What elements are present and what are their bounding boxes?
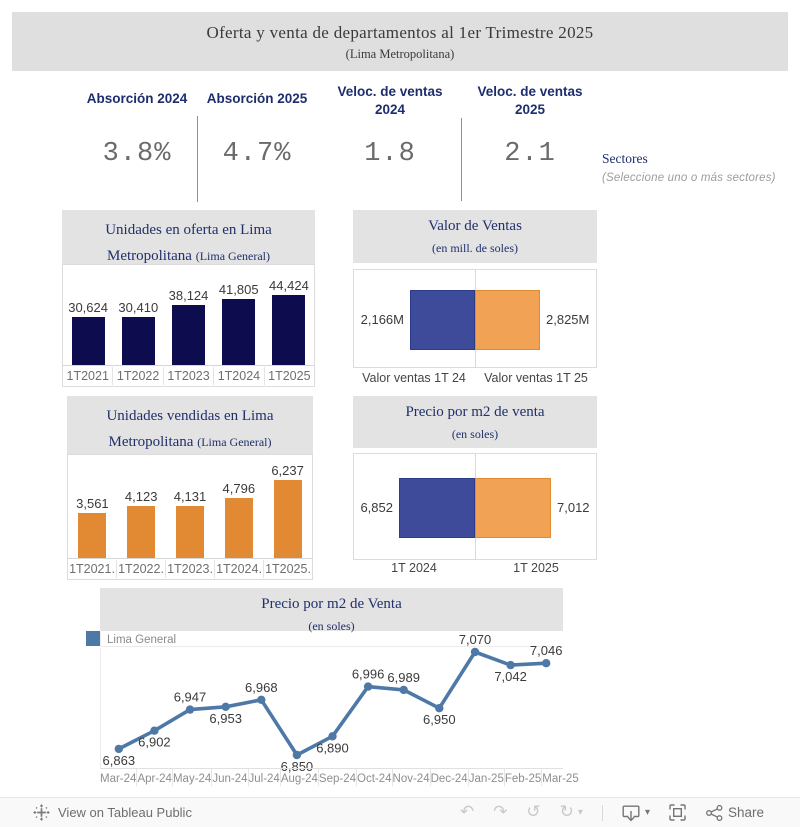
point-value-label: 6,850: [280, 759, 314, 774]
x-axis-label: Dec-24: [430, 769, 468, 786]
bar-chart-unidades-oferta: [62, 264, 315, 387]
bar-value-label: 7,012: [557, 500, 590, 515]
bar-column: [214, 282, 264, 365]
data-point[interactable]: [150, 727, 158, 735]
sectores-hint: (Seleccione uno o más sectores): [602, 172, 776, 184]
dashboard-title-line1: Oferta y venta de departamentos al 1er Trimestre 2025: [206, 23, 594, 42]
chart-subtitle: (en soles): [451, 427, 499, 441]
chart-header-precio-m2-mensual: [100, 588, 563, 631]
x-axis-label: 1T2022.: [116, 560, 165, 578]
point-value-label: 6,890: [316, 740, 349, 756]
bar-chart-precio-m2: [353, 453, 597, 560]
x-axis-label: Oct-24: [356, 769, 392, 786]
x-axis: [100, 768, 579, 786]
chart-header-unidades-oferta: [62, 210, 315, 264]
bar-column: [263, 463, 312, 558]
toolbar-divider: [602, 805, 603, 821]
redo-icon[interactable]: ↷: [493, 802, 508, 822]
bar-value-label: 4,131: [173, 489, 207, 504]
bar-column: [68, 496, 117, 558]
point-value-label: 6,953: [209, 710, 242, 726]
kpi-absorcion-2025: [198, 90, 316, 169]
data-point[interactable]: [257, 696, 265, 704]
x-axis-label: 1T 2024: [391, 561, 437, 575]
x-axis-label: 1T2024: [213, 367, 263, 385]
kpi-label: [324, 83, 456, 118]
x-axis-label: Jun-24: [211, 769, 247, 786]
chart-subtitle: (Lima General): [197, 434, 272, 449]
dashboard-title-line2: (Lima Metropolitana): [345, 47, 455, 61]
share-icon: [705, 805, 724, 821]
bar-value-label: 3,561: [76, 496, 109, 511]
bar-mark[interactable]: [475, 478, 551, 538]
chevron-down-icon: ▾: [577, 807, 583, 818]
x-axis-label: Sep-24: [318, 769, 356, 786]
bar-value-label: 4,123: [124, 489, 158, 504]
x-axis-label: 1T2021.: [69, 562, 115, 576]
point-value-label: 6,989: [387, 669, 420, 685]
bar-value-label: 30,624: [68, 300, 108, 315]
bar-value-label: 6,852: [360, 500, 393, 515]
kpi-value: 1.8: [364, 139, 416, 170]
kpi-label: Absorción 2025: [206, 91, 308, 106]
x-axis-label: Mar-25: [541, 769, 578, 786]
sectores-filter: [602, 151, 782, 184]
bar-value-label: 38,124: [168, 288, 209, 303]
x-axis-label: Aug-24: [280, 769, 318, 786]
bar-mark[interactable]: [172, 305, 205, 365]
chart-title: Unidades en oferta en Lima Metropolitana: [105, 222, 272, 264]
bar-chart-unidades-vendidas: [67, 454, 313, 580]
bar-mark[interactable]: [222, 299, 255, 365]
chart-header-valor-ventas: [353, 210, 597, 263]
bar-column: [163, 288, 213, 365]
tableau-logo-icon: [33, 804, 50, 821]
data-point[interactable]: [186, 705, 194, 713]
x-axis-label: 1T2023.: [165, 560, 214, 578]
data-point[interactable]: [364, 682, 372, 690]
x-axis-label: Mar-24: [100, 773, 137, 785]
kpi-label-line1: Veloc. de ventas: [477, 84, 583, 99]
x-axis-label: Jan-25: [468, 769, 504, 786]
data-point[interactable]: [471, 648, 479, 656]
bar-column: [113, 300, 163, 365]
bar-mark[interactable]: [475, 290, 540, 350]
chart-subtitle: (en soles): [308, 619, 355, 633]
data-point[interactable]: [400, 686, 408, 694]
x-axis-label: Apr-24: [136, 769, 172, 786]
point-value-label: 6,863: [102, 752, 136, 768]
bar-value-label: 44,424: [269, 278, 309, 293]
bar-mark[interactable]: [122, 317, 155, 365]
chart-title: Unidades vendidas en Lima Metropolitana: [106, 408, 274, 450]
bar-mark[interactable]: [176, 506, 204, 558]
chevron-down-icon: ▾: [644, 807, 650, 818]
x-axis-label: 1T2022: [112, 367, 162, 385]
bar-column: [264, 278, 314, 365]
kpi-divider: [197, 116, 198, 202]
bar-value-label: 2,166M: [360, 312, 404, 327]
x-axis-label: 1T2021: [66, 369, 109, 383]
kpi-label-line2: 2024: [374, 101, 406, 117]
bar-mark[interactable]: [225, 498, 253, 558]
kpi-velocidad-2024: [324, 83, 456, 169]
point-value-label: 7,042: [494, 669, 527, 685]
bar-column: [214, 481, 263, 558]
data-point[interactable]: [506, 661, 514, 669]
x-axis-label: 1T2025: [264, 367, 314, 385]
bar-chart-valor-ventas: [353, 269, 597, 368]
x-axis-label: Jul-24: [248, 769, 280, 786]
bar-mark[interactable]: [127, 506, 155, 558]
download-button[interactable]: [622, 804, 650, 822]
fullscreen-button[interactable]: [669, 804, 686, 821]
kpi-value: 4.7%: [222, 138, 292, 169]
point-value-label: 6,947: [173, 689, 207, 705]
x-axis-label: Feb-25: [504, 769, 541, 786]
kpi-value: 3.8%: [102, 138, 172, 169]
x-axis-label: 1T2025.: [263, 560, 312, 578]
chart-title: Precio por m2 de Venta: [261, 596, 402, 612]
legend-label: Lima General: [107, 634, 177, 646]
bar-column: [63, 300, 113, 365]
chart-subtitle: (Lima General): [195, 248, 271, 263]
legend-swatch[interactable]: [86, 631, 100, 646]
replay-icon[interactable]: ↺: [526, 802, 541, 822]
chart-header-unidades-vendidas: [67, 396, 313, 454]
kpi-velocidad-2025: [464, 83, 596, 169]
kpi-value: 2.1: [504, 139, 556, 170]
bar-value-label: 6,237: [271, 463, 304, 478]
plot-area: [68, 455, 312, 559]
point-value-label: 6,996: [351, 666, 385, 682]
bar-mark[interactable]: [78, 513, 106, 558]
bar-value-label: 2,825M: [546, 312, 590, 327]
refresh-icon: ↻: [559, 802, 574, 822]
view-on-tableau-public-label: View on Tableau Public: [58, 805, 192, 820]
x-axis-label: 1T2024.: [214, 560, 263, 578]
download-icon: [622, 804, 641, 822]
point-value-label: 7,046: [529, 643, 563, 659]
x-axis-label: 1T2023: [163, 367, 213, 385]
kpi-label: Absorción 2024: [86, 91, 188, 106]
bar-mark[interactable]: [410, 290, 475, 350]
x-axis: [353, 561, 597, 577]
data-point[interactable]: [293, 751, 301, 759]
fullscreen-icon: [669, 804, 686, 821]
point-value-label: 6,950: [423, 712, 456, 728]
data-point[interactable]: [435, 704, 443, 712]
point-value-label: 7,070: [458, 632, 492, 647]
point-value-label: 6,968: [245, 679, 278, 695]
bar-value-label: 41,805: [218, 282, 259, 297]
point-value-label: 6,902: [138, 734, 171, 750]
kpi-label: [464, 83, 596, 118]
bar-value-label: 4,796: [222, 481, 256, 496]
kpi-absorcion-2024: [78, 90, 196, 169]
kpi-divider: [461, 118, 462, 201]
x-axis: [353, 371, 597, 387]
chart-title: Valor de Ventas: [428, 218, 522, 234]
chart-title: Precio por m2 de venta: [405, 404, 545, 420]
plot-area: [63, 265, 314, 366]
bar-mark[interactable]: [72, 317, 105, 365]
x-axis-label: 1T 2025: [513, 561, 559, 575]
share-button[interactable]: [705, 805, 764, 821]
data-point[interactable]: [222, 703, 230, 711]
x-axis-label: Nov-24: [392, 769, 430, 786]
kpi-label-line1: Veloc. de ventas: [337, 84, 443, 99]
x-axis: [63, 366, 314, 386]
x-axis-label: May-24: [172, 769, 211, 786]
toolbar-actions: [460, 804, 764, 822]
refresh-button[interactable]: [560, 804, 583, 821]
data-point[interactable]: [328, 732, 336, 740]
view-on-tableau-public-link[interactable]: [33, 804, 192, 821]
tableau-toolbar: [0, 797, 800, 827]
chart-header-precio-m2: [353, 396, 597, 448]
x-axis-label: Valor ventas 1T 25: [484, 371, 588, 385]
chart-subtitle: (en mill. de soles): [432, 241, 518, 255]
bar-column: [117, 489, 166, 558]
data-point[interactable]: [542, 659, 550, 667]
share-label: Share: [727, 805, 764, 820]
x-axis: [68, 559, 312, 579]
bar-value-label: 30,410: [118, 300, 159, 315]
bar-column: [166, 489, 215, 558]
bar-mark[interactable]: [274, 480, 302, 558]
bar-mark[interactable]: [399, 478, 475, 538]
data-point[interactable]: [115, 745, 123, 753]
bar-mark[interactable]: [272, 295, 305, 365]
dashboard-title: [12, 12, 788, 71]
kpi-label-line2: 2025: [514, 101, 546, 117]
undo-icon[interactable]: ↶: [459, 802, 475, 822]
x-axis-label: Valor ventas 1T 24: [362, 371, 466, 385]
sectores-title: Sectores: [602, 151, 648, 166]
